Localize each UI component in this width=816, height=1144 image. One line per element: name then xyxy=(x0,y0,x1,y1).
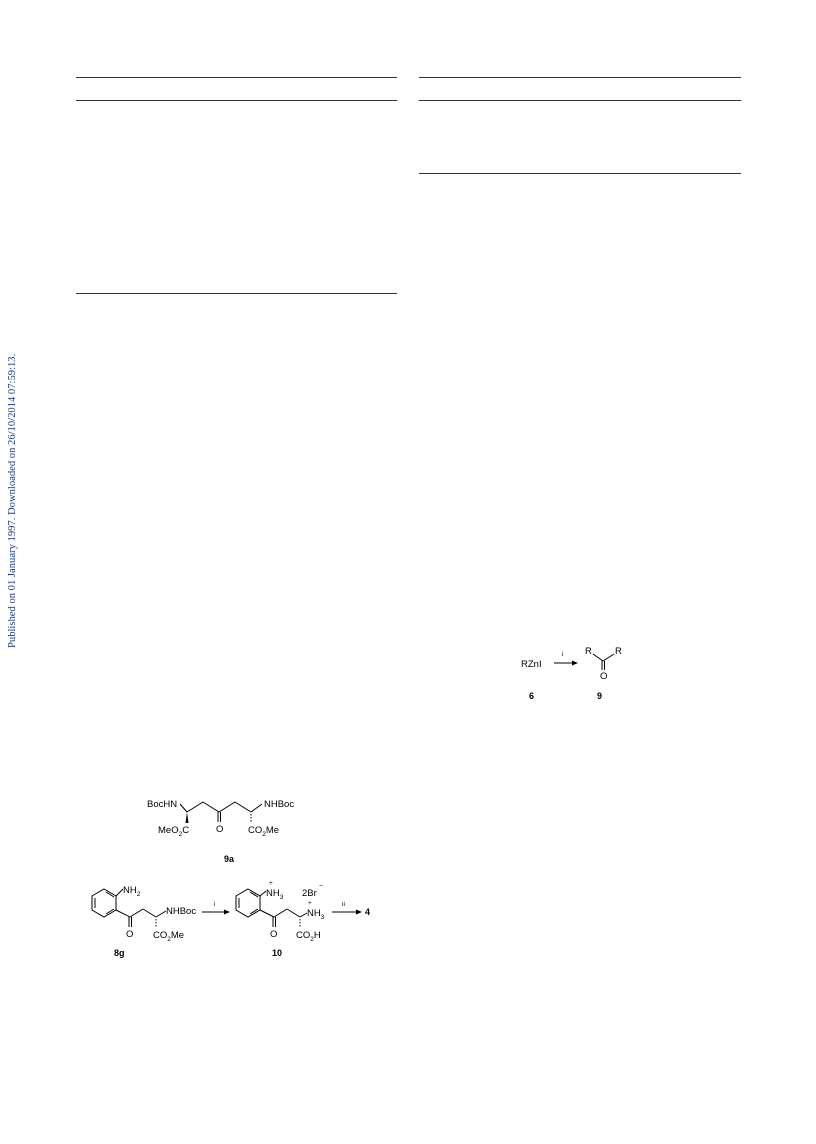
ammonium-2: $NH_3$ xyxy=(307,908,325,921)
chain-bond-1 xyxy=(187,802,203,812)
acid-10: $CO_2H$ xyxy=(296,930,321,943)
published-note-text: Published on 01 January 1997. Downloaded on 26/10/2014 07:59:13. xyxy=(7,353,18,648)
reactant-rzni: RZnI xyxy=(521,659,542,670)
bond-nh-calpha-left xyxy=(180,804,187,812)
benzene-ring-8g xyxy=(92,889,116,917)
ketone-bond-left xyxy=(593,654,603,661)
counterion: 2Br xyxy=(302,888,317,899)
ester-8g: $CO_2Me$ xyxy=(153,930,185,943)
nhboc-8g: NHBoc xyxy=(166,906,197,917)
bond-calpha-nh3 xyxy=(300,913,307,917)
carbonyl-oxygen: O xyxy=(600,671,608,682)
bond-ring-carbonyl xyxy=(116,910,130,917)
compound-label-8g: 8g xyxy=(114,948,125,958)
nhboc-group: NHBoc xyxy=(264,799,295,810)
chain-10-1 xyxy=(274,909,287,917)
product-4: 4 xyxy=(365,907,371,917)
charge-plus-2: + xyxy=(308,900,312,907)
ketone-bond-right xyxy=(603,654,614,661)
table-rule-header-right xyxy=(419,100,741,101)
ammonium-1: $NH_3$ xyxy=(266,888,284,901)
structure-9a xyxy=(140,790,330,870)
table-rule-top-left xyxy=(76,77,397,78)
table-rule-header-left xyxy=(76,100,397,101)
benzene-ring-10 xyxy=(236,889,260,917)
chain-10-2 xyxy=(287,909,300,917)
bochn-group: BocHN xyxy=(147,799,178,810)
wedge-bond-left xyxy=(186,812,189,823)
charge-plus-1: + xyxy=(269,880,273,887)
arrow-head-step-2 xyxy=(356,910,362,915)
chain-8g-2 xyxy=(143,909,156,917)
chain-bond-3 xyxy=(219,802,235,812)
bond-calpha-nhboc xyxy=(156,911,166,917)
r-group-right: R xyxy=(615,646,622,657)
ketone-oxygen: O xyxy=(216,824,224,835)
carbonyl-oxygen-8g: O xyxy=(126,929,134,940)
bond-ring-carbonyl-10 xyxy=(260,910,274,917)
left-ester-meo: MeO$_2$C xyxy=(158,825,190,838)
compound-label-6: 6 xyxy=(529,691,535,701)
compound-label-9: 9 xyxy=(597,691,603,701)
table-rule-bottom-left xyxy=(76,293,397,294)
table-rule-top-right xyxy=(419,77,741,78)
chain-bond-4 xyxy=(235,802,251,812)
r-group-left: R xyxy=(585,646,592,657)
carbonyl-oxygen-10: O xyxy=(270,929,278,940)
compound-label-9a: 9a xyxy=(224,854,235,864)
reaction-arrow-head xyxy=(572,661,578,666)
right-ester-co2me: $CO_2Me$ xyxy=(248,825,280,838)
reagent-step-2: ii xyxy=(342,901,345,908)
table-rule-bottom-right xyxy=(419,173,741,174)
bond-ring-nh2 xyxy=(116,889,123,896)
charge-minus: − xyxy=(319,883,323,890)
compound-label-10: 10 xyxy=(272,948,283,958)
chain-bond-2 xyxy=(203,802,219,812)
published-note xyxy=(5,352,21,648)
amine-nh2: $NH_2$ xyxy=(123,885,141,898)
scheme-organozinc-to-ketone xyxy=(515,640,645,705)
reagent-step-1: i xyxy=(214,901,216,908)
arrow-head-step-1 xyxy=(224,910,230,915)
reagent-i: i xyxy=(562,651,564,658)
scheme-8g-to-4 xyxy=(80,875,380,965)
bond-calpha-nh-right xyxy=(251,804,262,812)
chain-8g-1 xyxy=(130,909,143,917)
